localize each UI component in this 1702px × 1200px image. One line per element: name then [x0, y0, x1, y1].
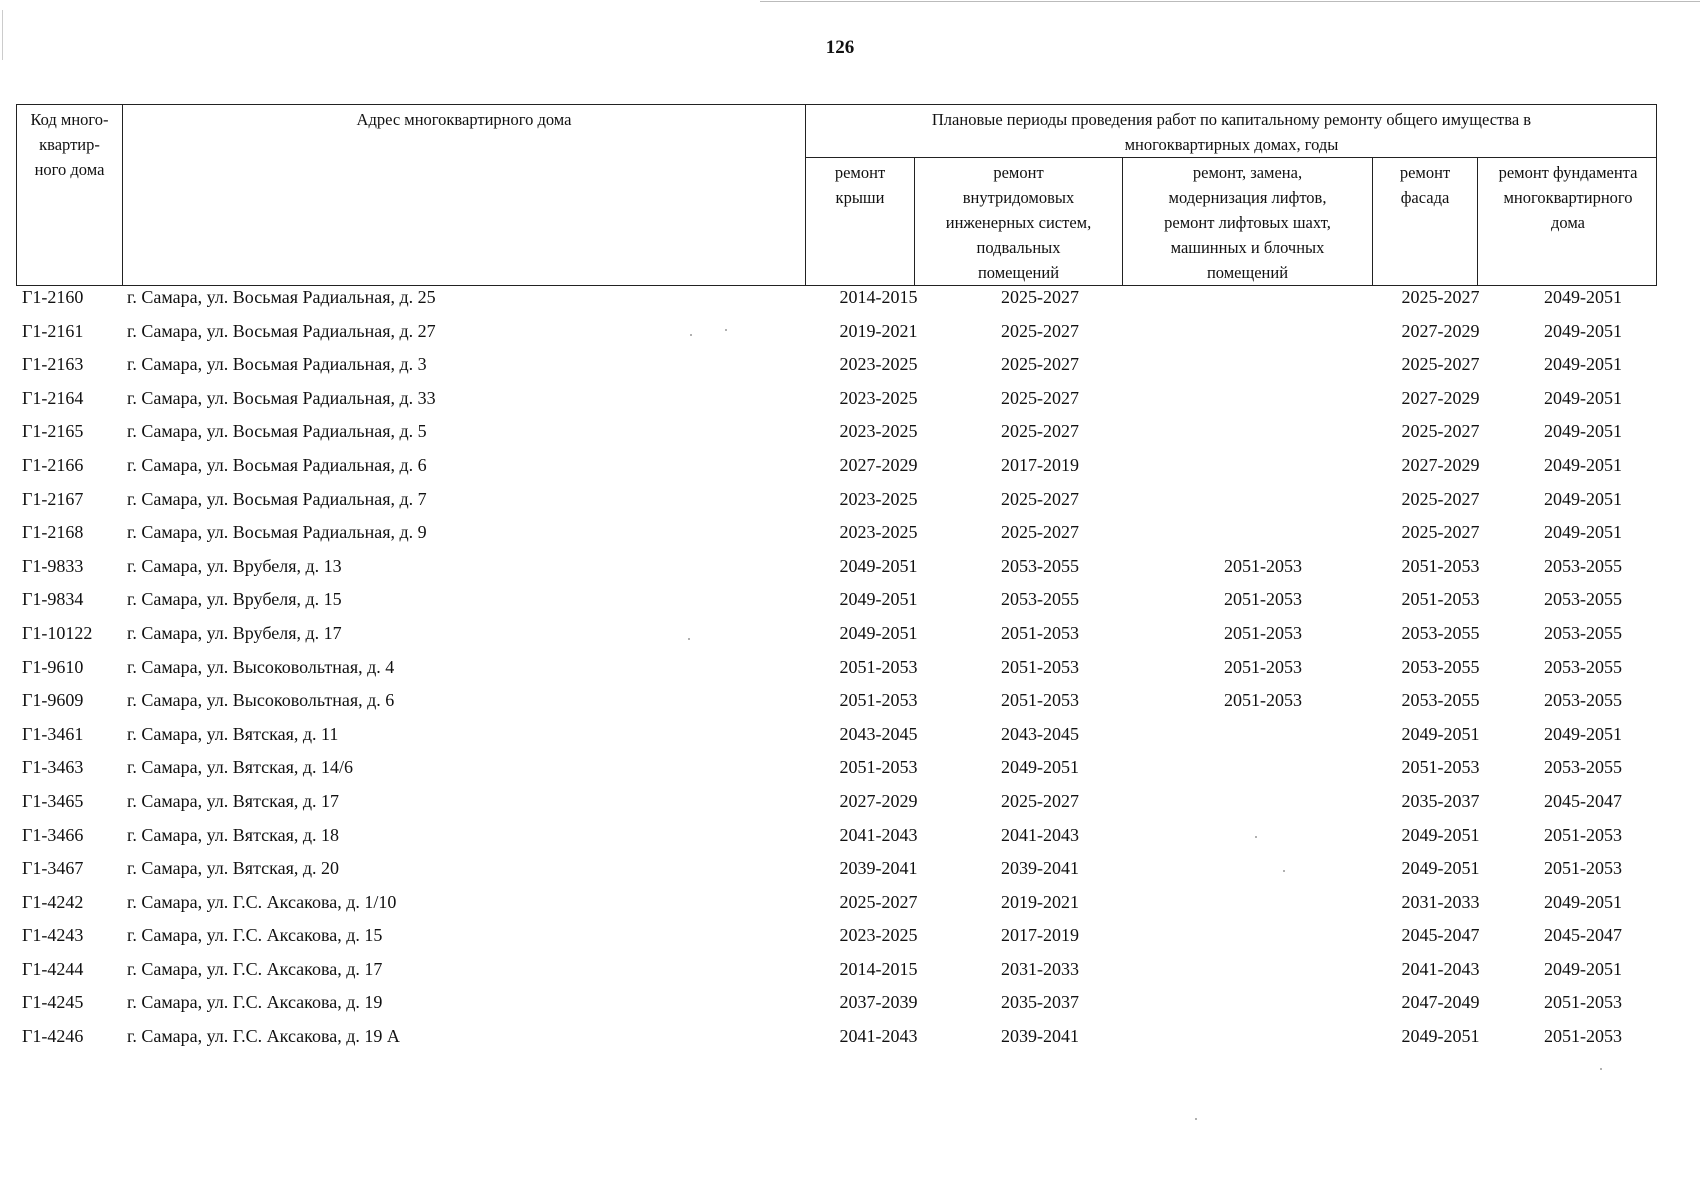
row-address: г. Самара, ул. Восьмая Радиальная, д. 25: [127, 287, 436, 307]
scan-speck: [1283, 870, 1285, 872]
row-foundation: 2045-2047: [1544, 790, 1622, 811]
row-roof: 2023-2025: [839, 421, 918, 442]
row-foundation: 2049-2051: [1544, 488, 1622, 509]
row-code: Г1-2168: [22, 522, 84, 543]
row-roof: 2051-2053: [839, 690, 918, 711]
row-roof: 2037-2039: [839, 992, 918, 1013]
row-foundation: 2049-2051: [1544, 522, 1622, 543]
row-code: Г1-2165: [22, 421, 84, 442]
row-code: Г1-2167: [22, 488, 84, 509]
row-address: г. Самара, ул. Восьмая Радиальная, д. 6: [127, 454, 427, 475]
row-engineering: 2051-2053: [1001, 622, 1079, 643]
row-facade: 2051-2053: [1401, 757, 1480, 778]
row-code: Г1-4243: [22, 925, 84, 946]
row-foundation: 2053-2055: [1544, 589, 1622, 610]
row-foundation: 2053-2055: [1544, 757, 1622, 778]
row-facade: 2027-2029: [1401, 320, 1480, 341]
row-foundation: 2049-2051: [1544, 320, 1622, 341]
row-engineering: 2025-2027: [1001, 522, 1079, 543]
header-foundation: ремонт фундамента многоквартирного дома: [1498, 163, 1638, 232]
divider: [805, 157, 1656, 158]
row-lifts: 2051-2053: [1224, 622, 1302, 643]
row-code: Г1-9610: [22, 656, 84, 677]
row-engineering: 2031-2033: [1001, 958, 1079, 979]
row-facade: 2041-2043: [1401, 958, 1480, 979]
row-roof: 2049-2051: [839, 622, 918, 643]
row-code: Г1-4246: [22, 1026, 84, 1047]
table-row: [16, 992, 1676, 1026]
row-address: г. Самара, ул. Восьмая Радиальная, д. 33: [127, 387, 436, 408]
row-code: Г1-3465: [22, 790, 84, 811]
table-row: [16, 791, 1676, 825]
row-foundation: 2053-2055: [1544, 555, 1622, 576]
row-roof: 2041-2043: [839, 824, 918, 845]
scan-speck: [1195, 1118, 1197, 1120]
page-number: 126: [825, 37, 855, 58]
table-row: [16, 321, 1676, 355]
row-roof: 2027-2029: [839, 790, 918, 811]
table-row: [16, 354, 1676, 388]
row-address: г. Самара, ул. Врубеля, д. 17: [127, 622, 342, 643]
table-row: [16, 455, 1676, 489]
scan-speck: [690, 334, 692, 336]
table-row: [16, 657, 1676, 691]
row-facade: 2049-2051: [1401, 858, 1480, 879]
row-address: г. Самара, ул. Восьмая Радиальная, д. 7: [127, 488, 427, 509]
row-facade: 2049-2051: [1401, 824, 1480, 845]
row-facade: 2053-2055: [1401, 690, 1480, 711]
table-row: [16, 589, 1676, 623]
row-code: Г1-2166: [22, 454, 84, 475]
row-code: Г1-9834: [22, 589, 84, 610]
row-code: Г1-4242: [22, 891, 84, 912]
header-address: Адрес многоквартирного дома: [356, 110, 572, 129]
row-foundation: 2049-2051: [1544, 354, 1622, 375]
row-code: Г1-3467: [22, 858, 84, 879]
row-address: г. Самара, ул. Высоковольтная, д. 4: [127, 656, 395, 677]
row-engineering: 2049-2051: [1001, 757, 1079, 778]
row-foundation: 2049-2051: [1544, 287, 1622, 307]
row-code: Г1-2164: [22, 387, 84, 408]
row-engineering: 2025-2027: [1001, 287, 1079, 307]
row-address: г. Самара, ул. Г.С. Аксакова, д. 1/10: [127, 891, 397, 912]
table-row: [16, 489, 1676, 523]
row-engineering: 2053-2055: [1001, 589, 1079, 610]
row-address: г. Самара, ул. Восьмая Радиальная, д. 9: [127, 522, 427, 543]
row-roof: 2014-2015: [839, 958, 918, 979]
row-address: г. Самара, ул. Г.С. Аксакова, д. 19: [127, 992, 383, 1013]
row-engineering: 2025-2027: [1001, 790, 1079, 811]
row-engineering: 2025-2027: [1001, 387, 1079, 408]
row-address: г. Самара, ул. Вятская, д. 11: [127, 723, 339, 744]
table-row: [16, 388, 1676, 422]
row-code: Г1-2160: [22, 287, 84, 307]
row-facade: 2025-2027: [1401, 354, 1480, 375]
table-header: [16, 104, 1657, 286]
row-facade: 2027-2029: [1401, 454, 1480, 475]
row-roof: 2023-2025: [839, 354, 918, 375]
row-lifts: 2051-2053: [1224, 589, 1302, 610]
row-engineering: 2053-2055: [1001, 555, 1079, 576]
row-foundation: 2045-2047: [1544, 925, 1622, 946]
row-code: Г1-10122: [22, 622, 93, 643]
row-roof: 2051-2053: [839, 757, 918, 778]
row-engineering: 2039-2041: [1001, 1026, 1079, 1047]
table-row: [16, 287, 1676, 321]
row-code: Г1-4245: [22, 992, 84, 1013]
row-roof: 2049-2051: [839, 589, 918, 610]
row-address: г. Самара, ул. Вятская, д. 18: [127, 824, 340, 845]
divider: [122, 105, 123, 285]
table-row: [16, 522, 1676, 556]
row-code: Г1-9609: [22, 690, 84, 711]
scan-speck: [688, 638, 690, 640]
scan-speck: [1600, 1068, 1602, 1070]
row-facade: 2025-2027: [1401, 488, 1480, 509]
table-body: [16, 287, 1676, 1060]
row-roof: 2051-2053: [839, 656, 918, 677]
row-foundation: 2053-2055: [1544, 622, 1622, 643]
row-lifts: 2051-2053: [1224, 555, 1302, 576]
row-foundation: 2049-2051: [1544, 723, 1622, 744]
row-foundation: 2049-2051: [1544, 891, 1622, 912]
row-foundation: 2051-2053: [1544, 1026, 1622, 1047]
row-address: г. Самара, ул. Высоковольтная, д. 6: [127, 690, 395, 711]
row-lifts: 2051-2053: [1224, 690, 1302, 711]
row-facade: 2051-2053: [1401, 555, 1480, 576]
header-periods: Плановые периоды проведения работ по капитальному ремонту общего имущества в многоквартирных домах, годы: [931, 110, 1532, 154]
row-engineering: 2039-2041: [1001, 858, 1079, 879]
row-foundation: 2051-2053: [1544, 992, 1622, 1013]
row-roof: 2043-2045: [839, 723, 918, 744]
row-roof: 2039-2041: [839, 858, 918, 879]
row-roof: 2023-2025: [839, 925, 918, 946]
header-code: Код много- квартир- ного дома: [30, 110, 109, 179]
row-address: г. Самара, ул. Вятская, д. 17: [127, 790, 340, 811]
row-engineering: 2051-2053: [1001, 656, 1079, 677]
table-row: [16, 724, 1676, 758]
row-address: г. Самара, ул. Восьмая Радиальная, д. 27: [127, 320, 436, 341]
header-facade: ремонт фасада: [1399, 163, 1451, 207]
row-foundation: 2051-2053: [1544, 858, 1622, 879]
row-foundation: 2051-2053: [1544, 824, 1622, 845]
table-row: [16, 1026, 1676, 1060]
row-roof: 2014-2015: [839, 287, 918, 307]
header-engineering: ремонт внутридомовых инженерных систем, подвальных помещений: [945, 163, 1092, 282]
row-foundation: 2049-2051: [1544, 454, 1622, 475]
row-engineering: 2035-2037: [1001, 992, 1079, 1013]
row-address: г. Самара, ул. Вятская, д. 14/6: [127, 757, 354, 778]
table-row: [16, 421, 1676, 455]
row-facade: 2051-2053: [1401, 589, 1480, 610]
row-code: Г1-2163: [22, 354, 84, 375]
row-facade: 2049-2051: [1401, 1026, 1480, 1047]
row-engineering: 2019-2021: [1001, 891, 1079, 912]
table-row: [16, 623, 1676, 657]
row-roof: 2023-2025: [839, 387, 918, 408]
row-engineering: 2025-2027: [1001, 320, 1079, 341]
row-facade: 2031-2033: [1401, 891, 1480, 912]
row-roof: 2025-2027: [839, 891, 918, 912]
row-facade: 2047-2049: [1401, 992, 1480, 1013]
row-foundation: 2049-2051: [1544, 387, 1622, 408]
table-row: [16, 925, 1676, 959]
row-engineering: 2017-2019: [1001, 925, 1079, 946]
row-foundation: 2053-2055: [1544, 690, 1622, 711]
row-engineering: 2051-2053: [1001, 690, 1079, 711]
row-foundation: 2049-2051: [1544, 958, 1622, 979]
row-address: г. Самара, ул. Врубеля, д. 15: [127, 589, 342, 610]
row-facade: 2027-2029: [1401, 387, 1480, 408]
table-row: [16, 959, 1676, 993]
row-engineering: 2025-2027: [1001, 488, 1079, 509]
row-roof: 2019-2021: [839, 320, 918, 341]
row-roof: 2041-2043: [839, 1026, 918, 1047]
row-facade: 2053-2055: [1401, 656, 1480, 677]
row-code: Г1-3463: [22, 757, 84, 778]
table-row: [16, 858, 1676, 892]
row-engineering: 2017-2019: [1001, 454, 1079, 475]
row-address: г. Самара, ул. Г.С. Аксакова, д. 19 А: [127, 1026, 400, 1047]
row-address: г. Самара, ул. Г.С. Аксакова, д. 15: [127, 925, 383, 946]
row-facade: 2049-2051: [1401, 723, 1480, 744]
scan-edge-line-left: [2, 10, 3, 60]
row-address: г. Самара, ул. Г.С. Аксакова, д. 17: [127, 958, 383, 979]
scan-edge-line: [760, 1, 1700, 2]
row-engineering: 2043-2045: [1001, 723, 1079, 744]
row-facade: 2025-2027: [1401, 421, 1480, 442]
table-row: [16, 892, 1676, 926]
row-address: г. Самара, ул. Вятская, д. 20: [127, 858, 340, 879]
row-foundation: 2053-2055: [1544, 656, 1622, 677]
row-address: г. Самара, ул. Врубеля, д. 13: [127, 555, 342, 576]
row-facade: 2035-2037: [1401, 790, 1480, 811]
table-row: [16, 556, 1676, 590]
row-facade: 2053-2055: [1401, 622, 1480, 643]
table-row: [16, 825, 1676, 859]
row-engineering: 2025-2027: [1001, 421, 1079, 442]
row-facade: 2025-2027: [1401, 522, 1480, 543]
table-row: [16, 690, 1676, 724]
scan-speck: [1255, 836, 1257, 838]
row-address: г. Самара, ул. Восьмая Радиальная, д. 3: [127, 354, 427, 375]
row-code: Г1-9833: [22, 555, 84, 576]
row-engineering: 2025-2027: [1001, 354, 1079, 375]
row-code: Г1-4244: [22, 958, 84, 979]
row-roof: 2027-2029: [839, 454, 918, 475]
row-address: г. Самара, ул. Восьмая Радиальная, д. 5: [127, 421, 427, 442]
table-row: [16, 757, 1676, 791]
row-roof: 2049-2051: [839, 555, 918, 576]
row-facade: 2025-2027: [1401, 287, 1480, 307]
row-code: Г1-2161: [22, 320, 84, 341]
header-roof: ремонт крыши: [834, 163, 886, 207]
row-foundation: 2049-2051: [1544, 421, 1622, 442]
row-code: Г1-3461: [22, 723, 84, 744]
row-roof: 2023-2025: [839, 488, 918, 509]
header-lifts: ремонт, замена, модернизация лифтов, ремонт лифтовых шахт, машинных и блочных помещений: [1164, 163, 1331, 282]
row-roof: 2023-2025: [839, 522, 918, 543]
row-facade: 2045-2047: [1401, 925, 1480, 946]
scan-speck: [725, 329, 727, 331]
row-engineering: 2041-2043: [1001, 824, 1079, 845]
row-lifts: 2051-2053: [1224, 656, 1302, 677]
row-code: Г1-3466: [22, 824, 84, 845]
